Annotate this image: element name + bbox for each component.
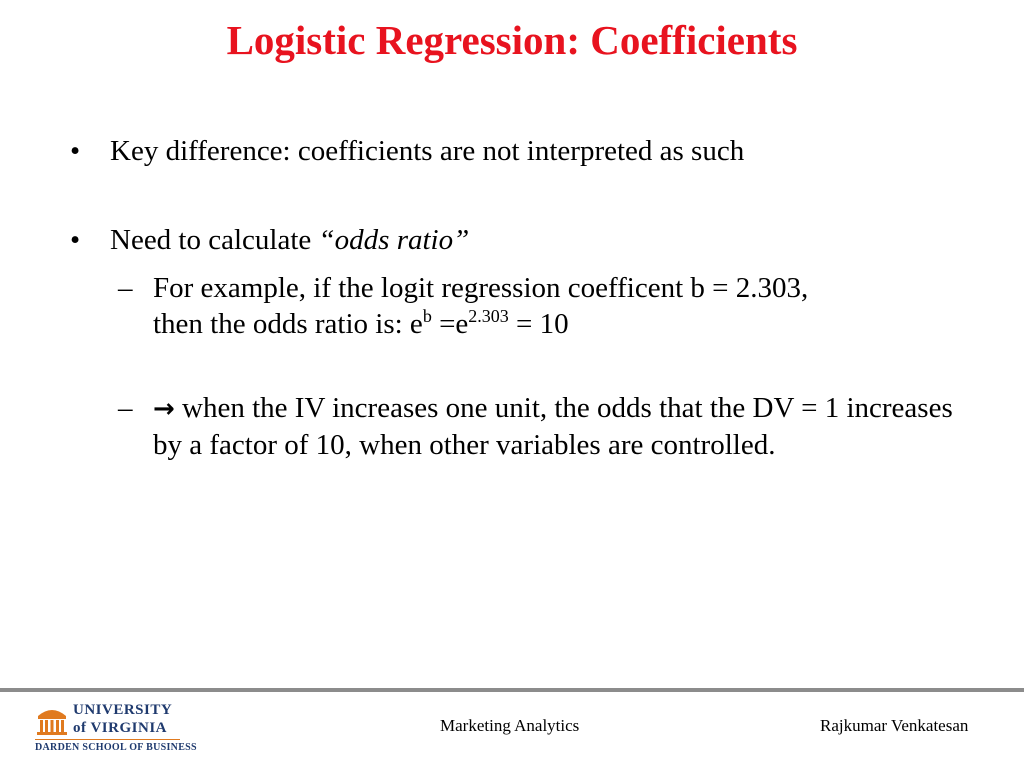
example-line-1: For example, if the logit regression coefficent b = 2.303, [153,272,809,304]
bullet-text-prefix: Need to calculate [110,224,319,256]
subbullet-text [153,390,953,463]
footer-author: Rajkumar Venkatesan [820,716,969,735]
logo-line-virginia: of VIRGINIA [73,720,167,736]
superscript-value: 2.303 [468,306,509,326]
subbullet-dash: – [118,272,133,304]
superscript-b: b [422,306,432,326]
subbullet-dash: – [118,392,133,424]
logo-line-darden: DARDEN SCHOOL OF BUSINESS [35,742,197,753]
bullet-mark: • [70,135,81,167]
bullet-mark: • [70,224,81,256]
formula-mid: =e [431,308,469,340]
formula-tail: = 10 [508,308,569,340]
logo-line-university: UNIVERSITY [73,702,173,718]
uva-darden-logo [35,700,197,760]
odds-ratio-term: “odds ratio” [318,224,470,256]
bullet-text [110,223,469,258]
slide-title: Logistic Regression: Coefficients [226,17,798,63]
example-line-2 [153,306,953,342]
subbullet-text [153,270,953,342]
formula-pre: then the odds ratio is: e [153,308,423,340]
rotunda-icon [35,702,69,736]
footer-divider [0,688,1024,692]
interpretation-text: when the IV increases one unit, the odds that the DV = 1 increases by a factor of 10, when other variables are controlled. [153,392,953,461]
bullet-text: Key difference: coefficients are not interpreted as such [110,135,745,167]
logo-rule [35,739,180,740]
right-arrow-icon: → [153,394,175,424]
footer-course-name: Marketing Analytics [440,716,580,735]
